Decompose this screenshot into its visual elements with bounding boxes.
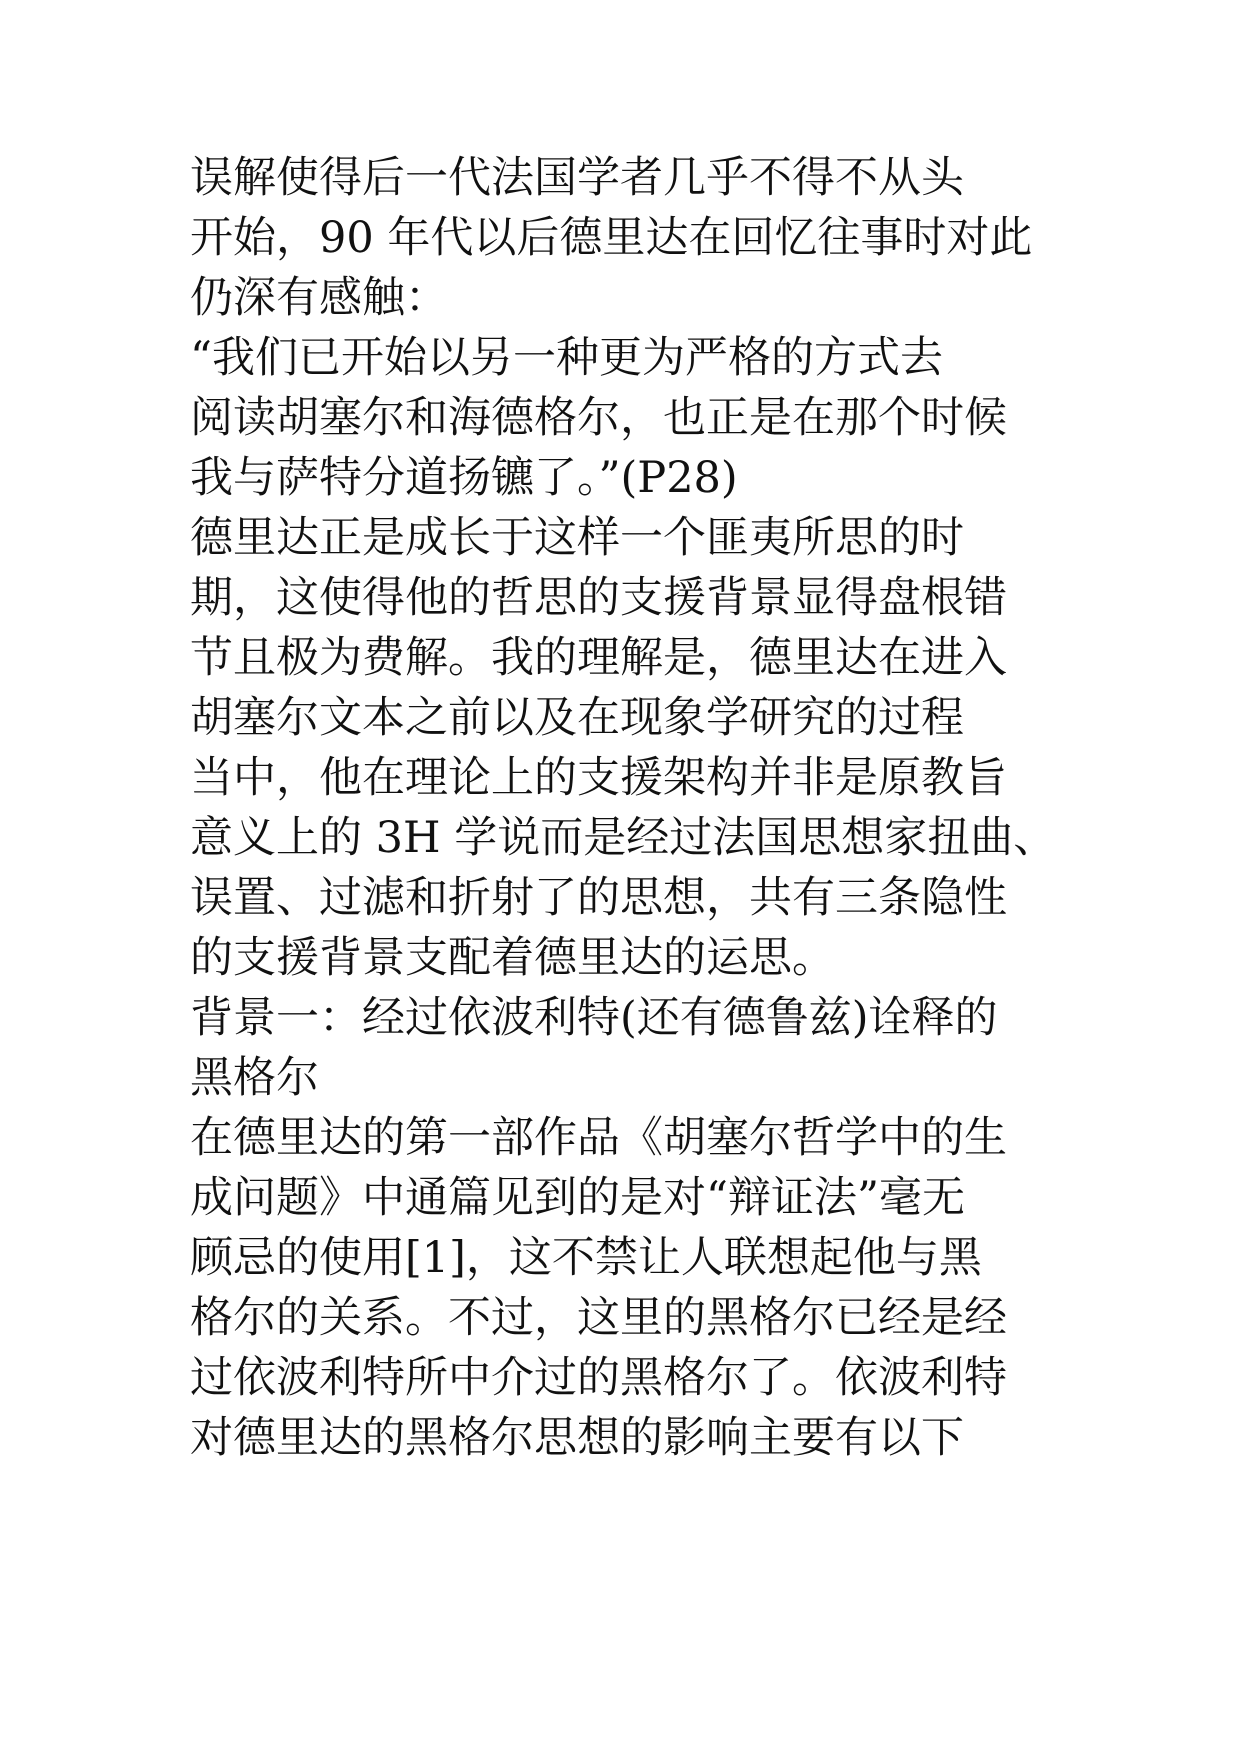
text-line: 意义上的 3H 学说而是经过法国思想家扭曲、 <box>190 813 1057 863</box>
text-line: 期，这使得他的哲思的支援背景显得盘根错 <box>190 573 1007 623</box>
section-heading: 黑格尔 <box>190 1053 319 1103</box>
text-line: 节且极为费解。我的理解是，德里达在进入 <box>190 633 1007 683</box>
text-line: 格尔的关系。不过，这里的黑格尔已经是经 <box>190 1293 1007 1343</box>
quote-line: “我们已开始以另一种更为严格的方式去 <box>190 333 943 383</box>
text-line: 开始，90 年代以后德里达在回忆往事时对此 <box>190 213 1033 263</box>
quote-line: 我与萨特分道扬镳了。”(P28) <box>190 453 738 503</box>
text-line: 误解使得后一代法国学者几乎不得不从头 <box>190 153 964 203</box>
text-line: 仍深有感触： <box>190 273 448 323</box>
document-page <box>190 148 1060 1468</box>
text-line: 对德里达的黑格尔思想的影响主要有以下 <box>190 1413 964 1463</box>
quote-line: 阅读胡塞尔和海德格尔，也正是在那个时候 <box>190 393 1007 443</box>
text-line: 成问题》中通篇见到的是对“辩证法”毫无 <box>190 1173 965 1223</box>
text-line: 在德里达的第一部作品《胡塞尔哲学中的生 <box>190 1113 1007 1163</box>
section-heading: 背景一：经过依波利特(还有德鲁兹)诠释的 <box>190 993 998 1043</box>
text-line: 的支援背景支配着德里达的运思。 <box>190 933 835 983</box>
text-line: 过依波利特所中介过的黑格尔了。依波利特 <box>190 1353 1007 1403</box>
text-line: 误置、过滤和折射了的思想，共有三条隐性 <box>190 873 1007 923</box>
text-line: 德里达正是成长于这样一个匪夷所思的时 <box>190 513 964 563</box>
text-line: 当中，他在理论上的支援架构并非是原教旨 <box>190 753 1007 803</box>
text-line: 顾忌的使用[1]，这不禁让人联想起他与黑 <box>190 1233 982 1283</box>
text-line: 胡塞尔文本之前以及在现象学研究的过程 <box>190 693 964 743</box>
